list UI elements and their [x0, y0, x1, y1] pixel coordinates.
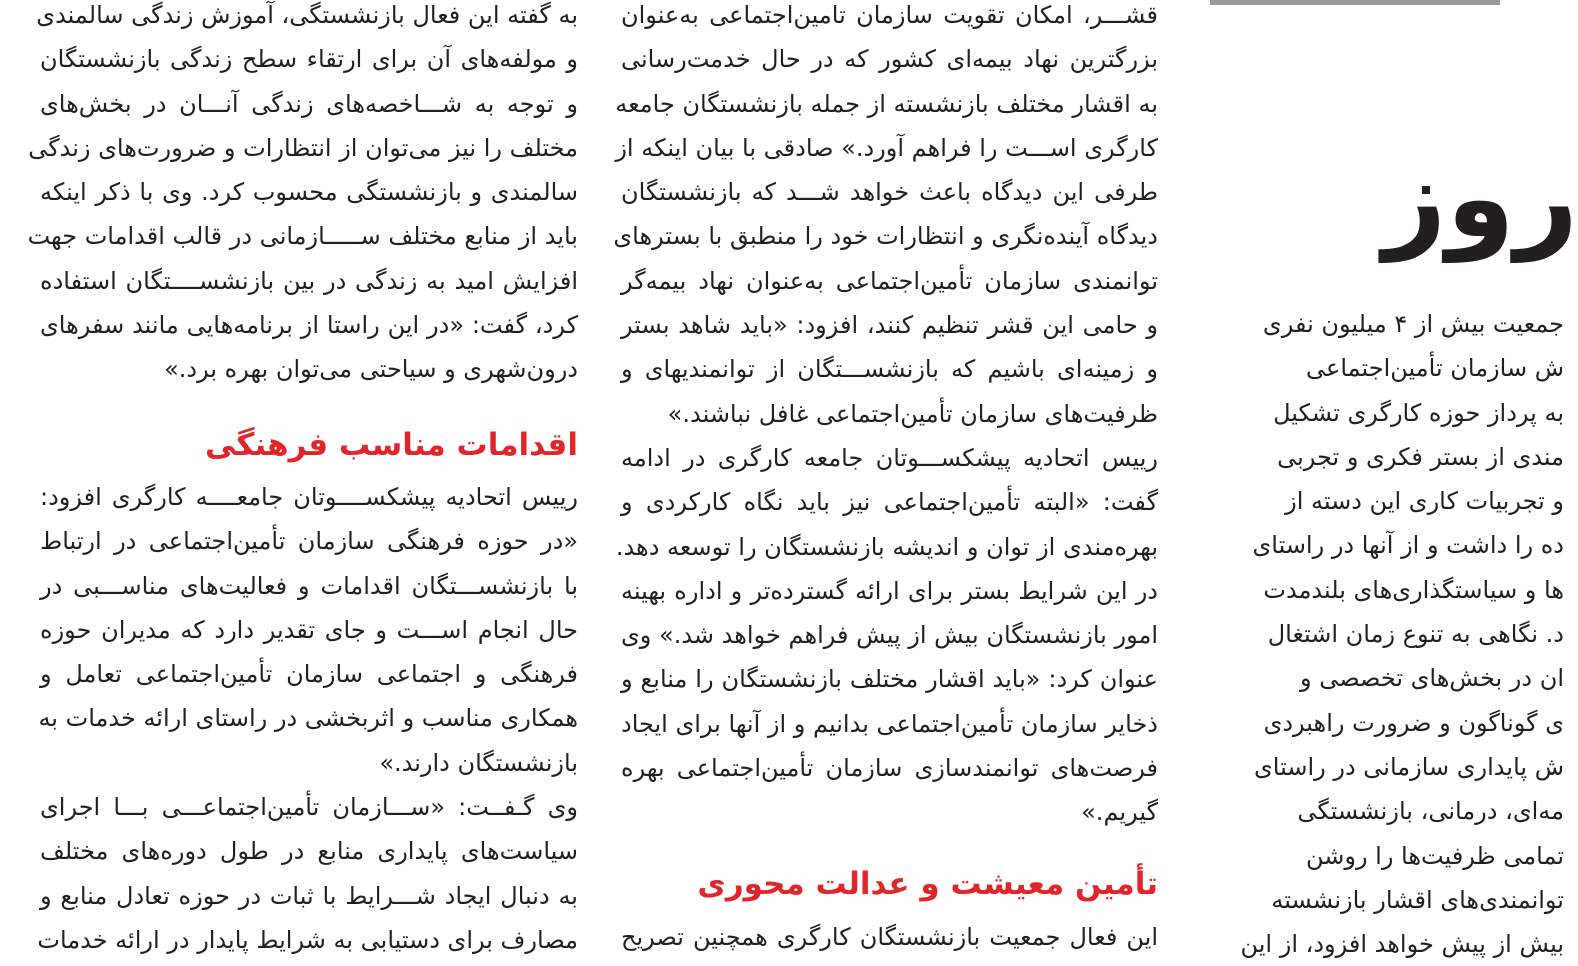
text-line: به گفته این فعال بازنشستگی، آموزش زندگی سالمندی — [36, 1, 578, 29]
text-line: همکاری مناسب و اثربخشی در راستای ارائه خدمات به — [38, 704, 578, 733]
text-line: بازنشستگان دارند.» — [379, 748, 578, 777]
text-line: ظرفیت‌های سازمان تأمین‌اجتماعی غافل نباشند.» — [667, 399, 1158, 428]
text-line: ی گوناگون و ضرورت راهبردی — [1263, 708, 1564, 737]
text-line: مختلف را نیز می‌توان از انتظارات و ضرورت‌های زندگی — [28, 133, 578, 162]
text-line: سیاست‌های پایداری منابع در طول دوره‌های مختلف — [40, 837, 578, 866]
text-line: تمامی ظرفیت‌ها را روشن — [1305, 841, 1564, 870]
text-line: د. نگاهی به تنوع زمان اشتغال — [1267, 620, 1564, 649]
text-line: درون‌شهری و سیاحتی می‌توان بهره برد.» — [164, 355, 578, 384]
text-line: طرفی این دیدگاه باعث خواهد شـــد که بازنشستگان — [621, 178, 1158, 207]
middle-paragraph-block-2 — [621, 915, 1158, 959]
text-line: ها و سیاستگذاری‌های بلندمدت — [1263, 575, 1564, 604]
text-line: دیدگاه آینده‌نگری و انتظارات خود را منطبق با بسترهای — [613, 222, 1158, 251]
text-line: قشـــر، امکان تقویت سازمان تامین‌اجتماعی به‌عنوان — [621, 1, 1158, 29]
middle-paragraph-block — [613, 0, 1158, 835]
article-column-right — [1212, 0, 1564, 959]
article-column-left — [27, 0, 578, 954]
text-line: «در حوزه فرهنگی سازمان تأمین‌اجتماعی در ارتباط — [40, 527, 578, 556]
text-line: کارگری اســـت را فراهم آورد.» صادقی با بیان اینکه از — [615, 133, 1158, 162]
text-line: مندی از بستر فکری و تجربی — [1277, 442, 1564, 471]
text-line: و مولفه‌های آن برای ارتقاء سطح زندگی بازنشستگان — [40, 45, 578, 74]
article-title-fragment: روز — [1383, 134, 1578, 262]
right-paragraph-block — [1240, 302, 1564, 966]
text-line: مصارف برای دستیابی به شرایط پایدار در ارائه خدمات — [37, 925, 578, 954]
text-line: به اقشار مختلف بازنشسته از جمله بازنشستگان جامعه — [615, 89, 1158, 118]
text-line: ان در بخش‌های تخصصی و — [1300, 664, 1564, 693]
section-heading-cultural: اقدامات مناسب فرهنگی — [205, 427, 578, 463]
text-line: رییس اتحادیه پیشکســـوتان جامعه کارگری در ادامه — [621, 443, 1158, 472]
text-line: و تجربیات کاری این دسته از — [1285, 487, 1564, 516]
text-line: و توجه به شـــاخصه‌های زندگی آنـــان در بخش‌های — [40, 89, 578, 118]
left-paragraph-block — [27, 0, 578, 392]
text-line: به پرداز حوزه کارگری تشکیل — [1273, 398, 1564, 427]
text-line: توانمندی‌های اقشار بازنشسته — [1271, 885, 1564, 914]
text-line: بیش از پیش خواهد افزود، از این — [1240, 930, 1564, 959]
text-line: به دنبال ایجاد شـــرایط با ثبات در حوزه تعادل منابع و — [40, 881, 578, 910]
text-line: جمعیت بیش از ۴ میلیون نفری — [1262, 310, 1564, 338]
text-line: بزرگترین نهاد بیمه‌ای کشور که در حال خدمت‌رسانی — [621, 45, 1158, 74]
text-line: عنوان کرد: «باید اقشار مختلف بازنشستگان را منابع و — [621, 665, 1158, 694]
text-line: و حامی این قشر تنظیم کنند، افزود: «باید شاهد بستر — [621, 311, 1158, 340]
text-line: ذخایر سازمان تأمین‌اجتماعی بدانیم و از آنها برای ایجاد — [621, 709, 1158, 738]
text-line: ش پایداری سازمانی در راستای — [1254, 752, 1564, 781]
text-line: گفت: «البته تأمین‌اجتماعی نیز باید نگاه کارکردی و — [621, 488, 1158, 517]
text-line: این فعال جمعیت بازنشستگان کارگری همچنین تصریح — [621, 923, 1158, 951]
text-line: باید از منابع مختلف ســـــازمانی در قالب اقدامات جهت — [27, 222, 578, 251]
text-line: توانمندی سازمان تأمین‌اجتماعی به‌عنوان نهاد بیمه‌گر — [621, 266, 1158, 295]
section-heading-livelihood: تأمین معیشت و عدالت محوری — [697, 866, 1158, 902]
text-line: در این شرایط بستر برای ارائه گسترده‌تر و اداره بهینه — [621, 576, 1158, 605]
text-line: فرصت‌های توانمندسازی سازمان تأمین‌اجتماعی بهره — [621, 754, 1158, 783]
text-line: حال انجام اســـت و جای تقدیر دارد که مدیران حوزه — [40, 615, 578, 644]
left-paragraph-block-2 — [37, 475, 578, 962]
text-line: گیریم.» — [1081, 798, 1158, 827]
text-line: بهره‌مندی از توان و اندیشه بازنشستگان را توسعه دهد. — [615, 532, 1158, 561]
text-line: افزایش امید به زندگی در بین بازنشســــتگان استفاده — [40, 266, 578, 295]
text-line: کرد، گفت: «در این راستا از برنامه‌هایی مانند سفرهای — [40, 311, 578, 340]
text-line: مه‌ای، درمانی، بازنشستگی — [1297, 797, 1564, 826]
text-line: با بازنشســـتگان اقدامات و فعالیت‌های مناســـبی در — [40, 571, 578, 600]
text-line: وی گـفــت: «ســـازمان تأمین‌اجتماعـــی بـــا اجرای — [40, 793, 578, 822]
text-line: و زمینه‌ای باشیم که بازنشســـتگان از توانمندیهای و — [621, 355, 1158, 384]
text-line: رییس اتحادیه پیشکســــوتان جامعــــه کارگری افزود: — [40, 483, 578, 511]
text-line: ده را داشت و از آنها در راستای — [1252, 531, 1564, 560]
text-line: فرهنگی و اجتماعی سازمان تأمین‌اجتماعی تعامل و — [40, 660, 578, 689]
text-line: امور بازنشستگان بیش از پیش فراهم خواهد شد.» وی — [621, 621, 1158, 650]
text-line: سالمندی و بازنشستگی محسوب کرد. وی با ذکر اینکه — [40, 178, 578, 207]
text-line: ش سازمان تأمین‌اجتماعی — [1306, 354, 1564, 383]
article-column-middle — [613, 0, 1158, 951]
